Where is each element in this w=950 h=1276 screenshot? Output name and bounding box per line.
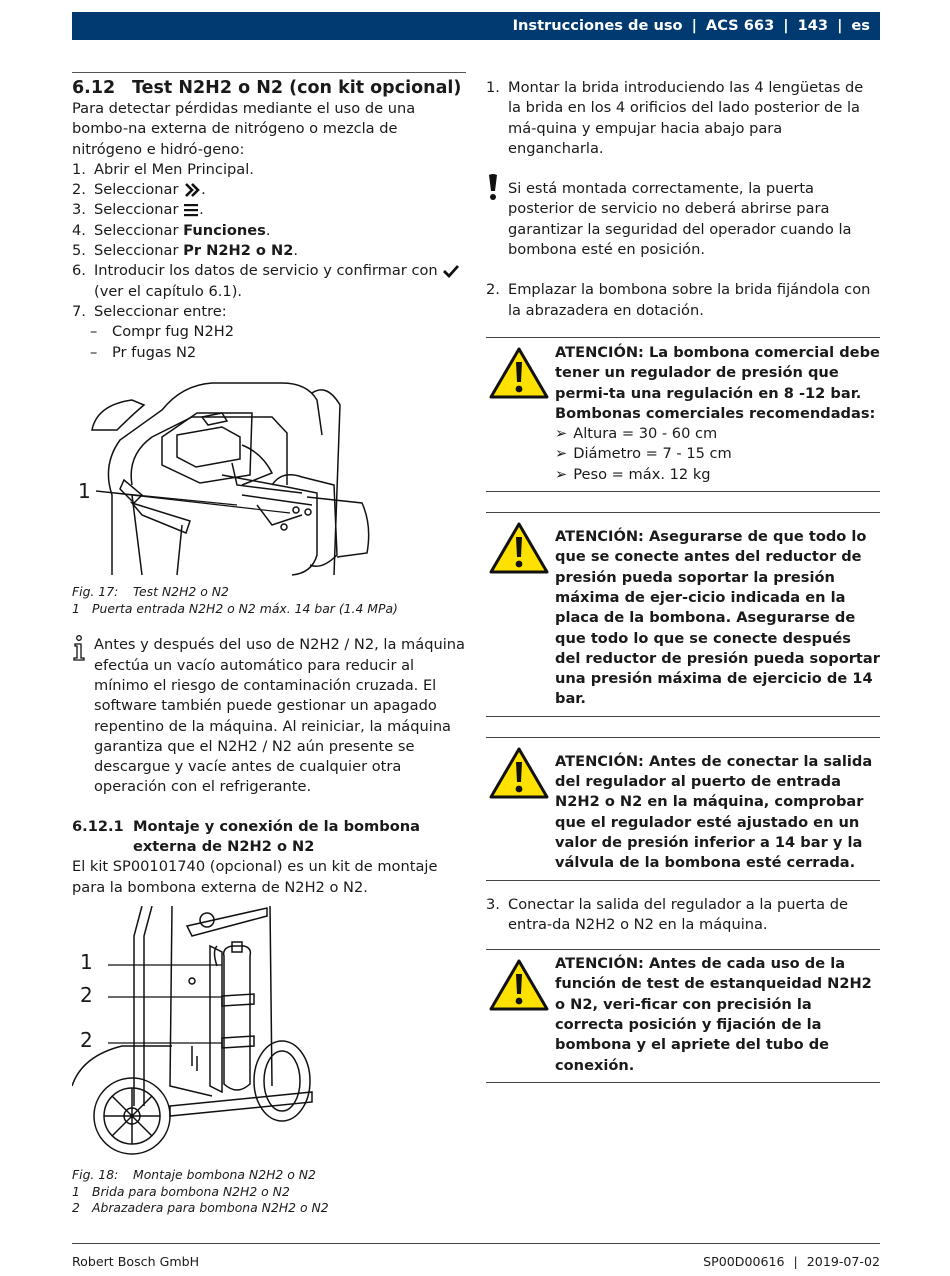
double-chevron-right-icon — [183, 182, 201, 198]
header-page-number: 143 — [797, 16, 829, 34]
figure-callout-2: 2 — [80, 1027, 93, 1052]
caution-note-text: Si está montada correctamente, la puerta posterior de servicio no deberá abrirse para garantizar la seguridad del operador cuando la bombona esté en posición. — [508, 180, 852, 259]
hamburger-menu-icon — [183, 203, 199, 217]
footer-company: Robert Bosch GmbH — [72, 1254, 200, 1269]
figure-legend-item: 1 Brida para bombona N2H2 o N2 — [72, 1183, 290, 1199]
header-doc-title: Instrucciones de uso — [512, 16, 683, 34]
footer-doc-code: SP00D00616 — [703, 1254, 785, 1269]
figure-callout-2: 2 — [80, 982, 93, 1007]
section-title: Test N2H2 o N2 (con kit opcional) — [132, 78, 462, 98]
warning-triangle-icon — [488, 521, 550, 575]
subsection-title: Montaje y conexión de la bombona externa de N2H2 o N2 — [133, 817, 420, 856]
step-item: 3. Conectar la salida del regulador a la puerta de entra-da N2H2 o N2 en la máquina. — [486, 895, 849, 933]
step-item: 1. Montar la brida introduciendo las 4 lengüetas de la brida en los 4 orificios del lado posterior de la má-quina y empujar hacia abajo para engancharla. — [486, 79, 864, 157]
left-column — [72, 72, 466, 1217]
section-intro: Para detectar pérdidas mediante el uso de una bombo-na externa de nitrógeno o mezcla de nitrógeno e hidró-geno: — [72, 100, 416, 158]
figure-legend-item: 2 Abrazadera para bombona N2H2 o N2 — [72, 1200, 329, 1216]
figure-callout-1: 1 — [80, 949, 93, 974]
figure-callout-1: 1 — [78, 478, 91, 503]
header-separator: | — [691, 16, 697, 34]
warning-box — [486, 337, 880, 492]
step-item: 4. Seleccionar Funciones. — [72, 221, 271, 239]
warning-box — [486, 949, 880, 1083]
mount-steps-list — [486, 280, 880, 321]
warning-box — [486, 737, 880, 881]
info-icon — [72, 635, 86, 661]
subsection-number: 6.12.1 — [72, 817, 124, 835]
step-item: 3. Seleccionar . — [72, 201, 204, 219]
footer-date: 2019-07-02 — [806, 1254, 880, 1269]
warning-text: ATENCIÓN: La bombona comercial debe tener un regulador de presión que permi-ta una regulación en 8 -12 bar. Bombonas comerciales recomendadas: ➢ Altura = 30 - 60 cm ➢ Diámetro = 7 - 15 cm ➢ Peso = máx. 12 kg — [555, 343, 880, 485]
caution-note — [486, 179, 880, 260]
subsection-heading — [72, 817, 466, 858]
exclamation-icon — [486, 173, 500, 201]
section-rule — [72, 72, 466, 73]
step-item: 2. Seleccionar . — [72, 181, 206, 199]
info-note-text: Antes y después del uso de N2H2 / N2, la máquina efectúa un vacío automático para reducir al mínimo el riesgo de contaminación cruzada. El software también puede gestionar un apagado repentino de la máquina. Al reiniciar, la máquina garantiza que el N2H2 / N2 aún presente se descargue y vacíe antes de cualquier otra operación con el refrigerante. — [94, 636, 465, 796]
option-item: – Pr fugas N2 — [90, 343, 197, 361]
cylinder-mount-illustration — [72, 906, 466, 1158]
figure-legend-item: 1 Puerta entrada N2H2 o N2 máx. 14 bar (1.4 MPa) — [72, 600, 398, 616]
step-item: 6. Introducir los datos de servicio y confirmar con (ver el capítulo 6.1). — [72, 261, 466, 302]
warning-triangle-icon — [488, 746, 550, 800]
spec-item: ➢ Diámetro = 7 - 15 cm — [555, 445, 732, 463]
right-column — [486, 72, 880, 1083]
figure-17 — [72, 375, 466, 577]
step-item: 7. Seleccionar entre: — [72, 302, 227, 320]
warning-triangle-icon — [488, 346, 550, 400]
kit-description: El kit SP00101740 (opcional) es un kit de montaje para la bombona externa de N2H2 o N2. — [72, 858, 438, 896]
spec-item: ➢ Peso = máx. 12 kg — [555, 465, 711, 483]
header-model: ACS 663 — [705, 16, 775, 34]
mount-steps-list — [486, 78, 880, 159]
step-item: 5. Seleccionar Pr N2H2 o N2. — [72, 242, 299, 260]
warning-text: ATENCIÓN: Antes de cada uso de la función de test de estanqueidad N2H2 o N2, veri-ficar con precisión la correcta posición y fijación de la bombona y el apriete del tubo de conexión. — [555, 955, 872, 1074]
figure-caption: Fig. 18: Montaje bombona N2H2 o N2 — [72, 1166, 316, 1182]
option-item: – Compr fug N2H2 — [90, 323, 234, 341]
section-heading — [72, 77, 466, 99]
page-footer — [72, 1243, 880, 1272]
figure-18 — [72, 906, 466, 1158]
header-language: es — [851, 16, 870, 34]
footer-right: SP00D00616 | 2019-07-02 — [703, 1254, 880, 1269]
warning-text: ATENCIÓN: Asegurarse de que todo lo que se conecte antes del reductor de presión pueda soportar la presión máxima de ejer-cicio indicada en la placa de la bombona. Asegurarse de que todo lo que se conecte después del reductor de presión pueda soportar una presión máxima de ejercicio de 14 bar. — [555, 528, 880, 708]
header-separator: | — [837, 16, 843, 34]
header-separator: | — [783, 16, 789, 34]
step-item: 2. Emplazar la bombona sobre la brida fijándola con la abrazadera en dotación. — [486, 281, 871, 319]
figure-caption: Fig. 17: Test N2H2 o N2 — [72, 583, 229, 599]
section-number: 6.12 — [72, 78, 116, 98]
warning-text: ATENCIÓN: Antes de conectar la salida del regulador al puerto de entrada N2H2 o N2 en la máquina, comprobar que el regulador esté ajustado en un valor de presión inferior a 14 bar y la válvula de la bombona esté cerrada. — [555, 752, 873, 872]
warning-box — [486, 512, 880, 717]
step-item: 1. Abrir el Men Principal. — [72, 160, 254, 178]
spec-item: ➢ Altura = 30 - 60 cm — [555, 425, 718, 443]
steps-list — [72, 160, 466, 322]
machine-top-illustration — [72, 375, 466, 577]
mount-steps-list — [486, 895, 880, 936]
warning-triangle-icon — [488, 958, 550, 1012]
page-header — [72, 12, 880, 40]
checkmark-icon — [442, 264, 460, 278]
info-note — [72, 635, 466, 797]
